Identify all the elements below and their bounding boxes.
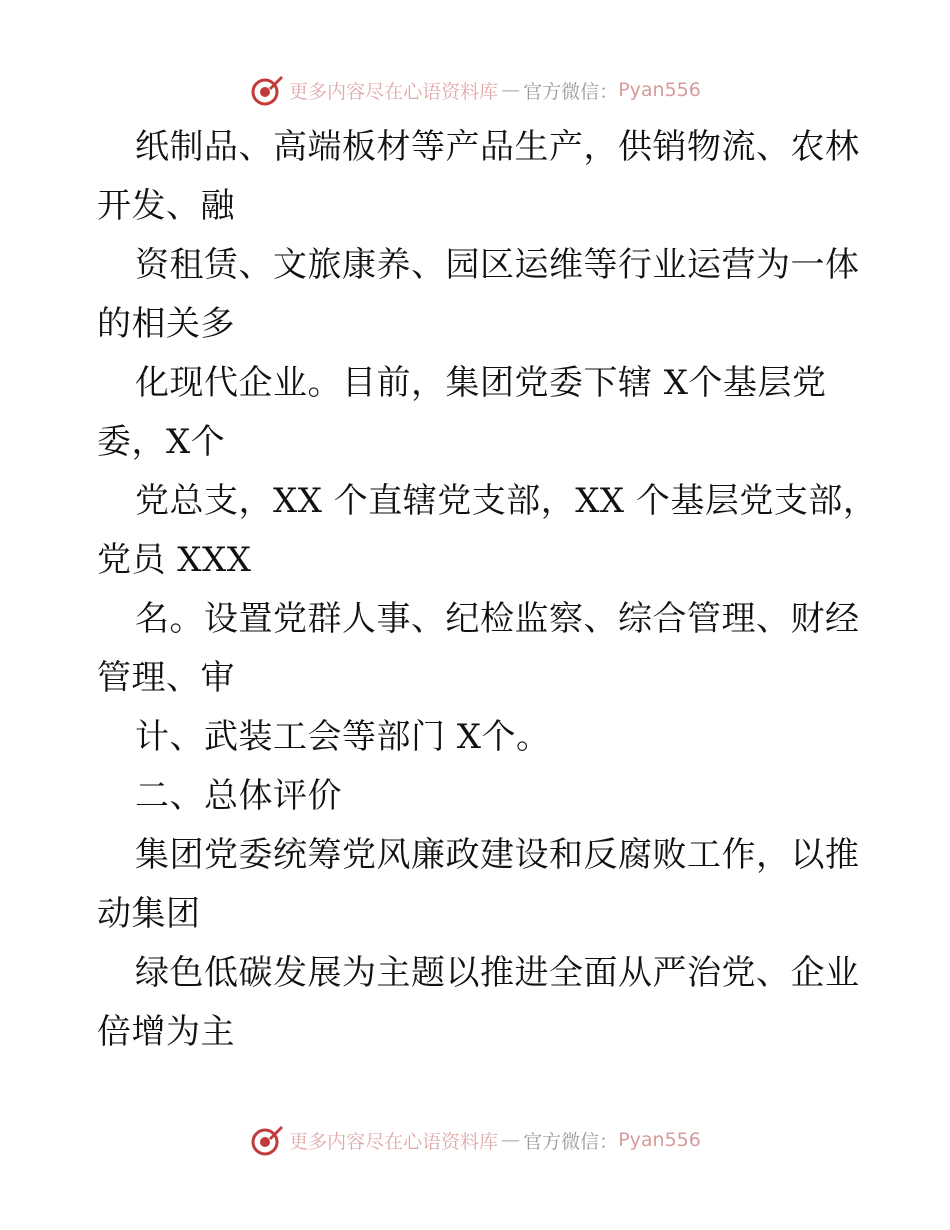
watermark-wechat-id: Pyan556 xyxy=(618,79,701,101)
watermark-wechat-id: Pyan556 xyxy=(618,1129,701,1151)
watermark-separator: — xyxy=(501,1129,521,1151)
text-line: 的相关多 xyxy=(97,304,235,344)
text-line: 名。设置党群人事、纪检监察、综合管理、财经 xyxy=(135,599,860,639)
text-line: 开发、融 xyxy=(97,186,235,226)
text-line: 委，X个 xyxy=(97,422,226,462)
text-line: 集团党委统筹党风廉政建设和反腐败工作，以推 xyxy=(135,835,860,875)
text-line: 动集团 xyxy=(97,894,201,934)
document-body xyxy=(97,118,878,1062)
text-line: 纸制品、高端板材等产品生产，供销物流、农林 xyxy=(135,127,860,167)
text-line: 管理、审 xyxy=(97,658,235,698)
watermark-wechat-label: 官方微信： xyxy=(523,1130,619,1153)
text-line: 资租赁、文旅康养、园区运维等行业运营为一体 xyxy=(135,245,860,285)
text-line: 倍增为主 xyxy=(97,1012,235,1052)
text-line: 化现代企业。目前，集团党委下辖 X个基层党 xyxy=(135,363,827,403)
text-line: 计、武装工会等部门 X个。 xyxy=(135,717,551,757)
header-watermark xyxy=(0,70,950,110)
text-line: 绿色低碳发展为主题以推进全面从严治党、企业 xyxy=(135,953,860,993)
pen-logo-icon xyxy=(249,1122,285,1158)
footer-watermark xyxy=(0,1120,950,1160)
text-line: 党总支，XX 个直辖党支部，XX 个基层党支部， xyxy=(135,481,878,521)
pen-logo-icon xyxy=(249,72,285,108)
watermark-brand: 更多内容尽在心语资料库 xyxy=(289,1130,499,1153)
watermark-wechat-label: 官方微信： xyxy=(523,80,619,103)
text-line: 党员 XXX xyxy=(97,540,252,580)
text-line: 二、总体评价 xyxy=(135,776,342,816)
watermark-separator: — xyxy=(501,79,521,101)
watermark-brand: 更多内容尽在心语资料库 xyxy=(289,80,499,103)
